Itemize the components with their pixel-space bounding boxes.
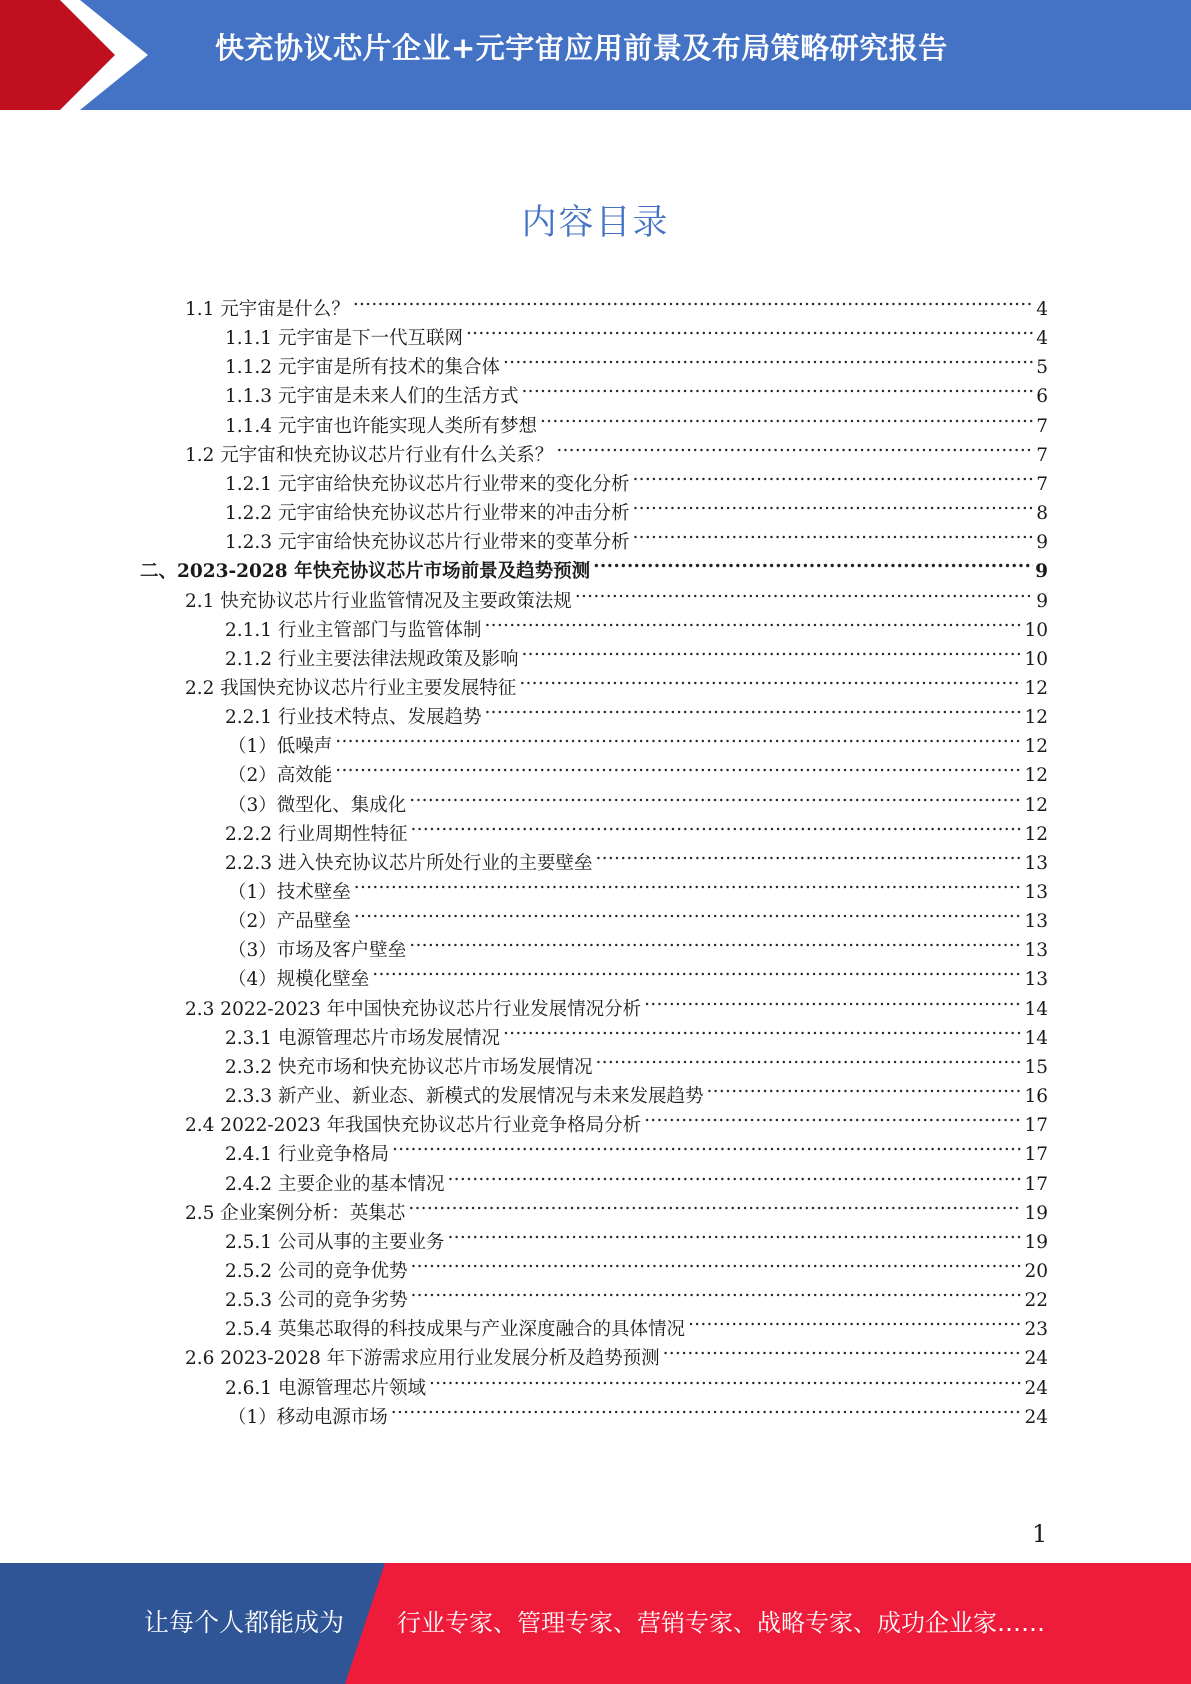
toc-entry[interactable] <box>225 1247 1048 1282</box>
toc-entry-label: 2.5 企业案例分析：英集芯 <box>185 1203 406 1224</box>
toc-dot-leader <box>429 1364 1022 1394</box>
toc-entry-label: 1.1 元宇宙是什么？ <box>185 299 350 320</box>
toc-entry[interactable] <box>225 606 1048 641</box>
toc-entry[interactable] <box>225 1130 1048 1165</box>
toc-entry[interactable] <box>185 577 1048 612</box>
toc-dot-leader <box>706 1072 1022 1102</box>
toc-entry-page: 12 <box>1024 765 1048 786</box>
toc-dot-leader <box>688 1305 1022 1335</box>
toc-entry[interactable] <box>225 1218 1048 1253</box>
toc-dot-leader <box>519 664 1022 694</box>
toc-dot-leader <box>632 518 1034 548</box>
toc-entry[interactable] <box>225 372 1048 407</box>
toc-entry-label: （1）低噪声 <box>228 736 333 757</box>
toc-dot-leader <box>503 343 1034 373</box>
toc-entry[interactable] <box>225 460 1048 495</box>
toc-entry-page: 7 <box>1036 416 1048 437</box>
toc-entry-page: 4 <box>1036 299 1048 320</box>
report-title: 快充协议芯片企业+元宇宙应用前景及布局策略研究报告 <box>215 31 948 65</box>
toc-entry-page: 24 <box>1024 1348 1048 1369</box>
toc-entry-label: 2.5.1 公司从事的主要业务 <box>225 1232 445 1253</box>
toc-entry-page: 12 <box>1024 736 1048 757</box>
toc-dot-leader <box>392 1130 1022 1160</box>
toc-entry-page: 6 <box>1036 386 1048 407</box>
toc-entry[interactable] <box>225 839 1048 874</box>
toc-entry[interactable] <box>225 343 1048 378</box>
toc-entry-label: 2.6.1 电源管理芯片领域 <box>225 1378 426 1399</box>
toc-entry-label: 2.1 快充协议芯片行业监管情况及主要政策法规 <box>185 591 572 612</box>
toc-entry[interactable] <box>185 664 1048 699</box>
toc-entry[interactable] <box>225 1305 1048 1340</box>
toc-entry[interactable] <box>225 810 1048 845</box>
toc-entry-page: 14 <box>1024 1028 1048 1049</box>
toc-entry-page: 20 <box>1024 1261 1048 1282</box>
toc-dot-leader <box>409 781 1022 811</box>
toc-entry-label: （1）移动电源市场 <box>228 1407 388 1428</box>
toc-entry-label: 2.5.3 公司的竞争劣势 <box>225 1290 408 1311</box>
toc-entry-page: 10 <box>1024 620 1048 641</box>
toc-dot-leader <box>575 577 1034 607</box>
toc-entry[interactable] <box>225 635 1048 670</box>
toc-entry[interactable] <box>228 955 1048 990</box>
toc-entry-label: 2.2.1 行业技术特点、发展趋势 <box>225 707 482 728</box>
toc-entry-page: 12 <box>1024 795 1048 816</box>
toc-entry-label: 2.1.2 行业主要法律法规政策及影响 <box>225 649 519 670</box>
toc-entry-page: 7 <box>1036 474 1048 495</box>
toc-entry-page: 5 <box>1036 357 1048 378</box>
toc-entry-page: 7 <box>1036 445 1048 466</box>
toc-entry-page: 14 <box>1024 999 1048 1020</box>
toc-dot-leader <box>466 314 1034 344</box>
toc-entry-page: 24 <box>1024 1378 1048 1399</box>
toc-entry-label: 2.6 2023-2028 年下游需求应用行业发展分析及趋势预测 <box>185 1348 660 1369</box>
toc-dot-leader <box>447 1218 1022 1248</box>
toc-entry-label: 2.3.2 快充市场和快充协议芯片市场发展情况 <box>225 1057 593 1078</box>
toc-entry-label: 2.3.3 新产业、新业态、新模式的发展情况与未来发展趋势 <box>225 1086 704 1107</box>
toc-entry-label: 2.1.1 行业主管部门与监管体制 <box>225 620 482 641</box>
toc-entry-label: 2.5.4 英集芯取得的科技成果与产业深度融合的具体情况 <box>225 1319 685 1340</box>
toc-dot-leader <box>354 868 1023 898</box>
footer-slogan-right: 行业专家、管理专家、营销专家、战略专家、成功企业家…… <box>397 1609 1045 1637</box>
toc-entry-label: （3）市场及客户壁垒 <box>228 940 407 961</box>
toc-dot-leader <box>663 1334 1023 1364</box>
toc-entry-label: （1）技术壁垒 <box>228 882 351 903</box>
toc-entry-page: 17 <box>1024 1144 1048 1165</box>
toc-entry[interactable] <box>228 868 1048 903</box>
toc-entry[interactable] <box>185 285 1048 320</box>
toc-entry-page: 12 <box>1024 707 1048 728</box>
toc-dot-leader <box>644 1101 1022 1131</box>
toc-entry[interactable] <box>225 518 1048 553</box>
toc-entry[interactable] <box>185 1189 1048 1224</box>
toc-entry-page: 9 <box>1036 591 1048 612</box>
toc-entry-page: 13 <box>1024 969 1048 990</box>
toc-dot-leader <box>447 1160 1022 1190</box>
toc-entry-page: 22 <box>1024 1290 1048 1311</box>
toc-dot-leader <box>484 606 1022 636</box>
toc-entry[interactable] <box>228 897 1048 932</box>
toc-dot-leader <box>410 810 1022 840</box>
toc-entry-page: 13 <box>1024 882 1048 903</box>
toc-dot-leader <box>335 751 1022 781</box>
toc-entry-label: 1.2.2 元宇宙给快充协议芯片行业带来的冲击分析 <box>225 503 630 524</box>
toc-dot-leader <box>503 1014 1022 1044</box>
toc-entry-label: 1.1.2 元宇宙是所有技术的集合体 <box>225 357 500 378</box>
toc-entry[interactable] <box>225 402 1048 437</box>
toc-heading: 内容目录 <box>521 203 670 243</box>
toc-entry[interactable] <box>228 926 1048 961</box>
toc-dot-leader <box>408 1189 1022 1219</box>
footer-slogan-left: 让每个人都能成为 <box>144 1608 345 1637</box>
toc-entry[interactable] <box>228 722 1048 757</box>
toc-entry[interactable] <box>225 1072 1048 1107</box>
toc-entry-label: 2.4 2022-2023 年我国快充协议芯片行业竞争格局分析 <box>185 1115 642 1136</box>
toc-entry-page: 13 <box>1024 940 1048 961</box>
toc-entry-page: 15 <box>1024 1057 1048 1078</box>
toc-entry-page: 19 <box>1024 1203 1048 1224</box>
toc-entry-label: 1.1.1 元宇宙是下一代互联网 <box>225 328 463 349</box>
toc-entry-page: 8 <box>1036 503 1048 524</box>
toc-entry-label: （2）产品壁垒 <box>228 911 351 932</box>
toc-entry-label: 1.1.4 元宇宙也许能实现人类所有梦想 <box>225 416 537 437</box>
toc-entry[interactable] <box>228 781 1048 816</box>
toc-dot-leader <box>484 693 1022 723</box>
toc-entry-label: 2.2 我国快充协议芯片行业主要发展特征 <box>185 678 517 699</box>
toc-entry-label: 1.2.3 元宇宙给快充协议芯片行业带来的变革分析 <box>225 532 630 553</box>
toc-entry-page: 13 <box>1024 911 1048 932</box>
toc-entry[interactable] <box>225 1043 1048 1078</box>
toc-dot-leader <box>540 402 1034 432</box>
toc-entry-page: 9 <box>1036 532 1048 553</box>
toc-dot-leader <box>632 460 1034 490</box>
toc-entry[interactable] <box>185 985 1048 1020</box>
toc-entry-page: 10 <box>1024 649 1048 670</box>
toc-entry-label: 1.1.3 元宇宙是未来人们的生活方式 <box>225 386 519 407</box>
page-number: 1 <box>1032 1520 1048 1548</box>
toc-entry-label: 2.2.2 行业周期性特征 <box>225 824 408 845</box>
toc-entry[interactable] <box>225 1364 1048 1399</box>
toc-entry-label: （3）微型化、集成化 <box>228 795 407 816</box>
toc-entry-label: 1.2.1 元宇宙给快充协议芯片行业带来的变化分析 <box>225 474 630 495</box>
toc-dot-leader <box>556 431 1034 461</box>
toc-entry-page: 17 <box>1024 1115 1048 1136</box>
toc-entry[interactable] <box>225 314 1048 349</box>
toc-entry-label: 2.3.1 电源管理芯片市场发展情况 <box>225 1028 500 1049</box>
toc-dot-leader <box>521 372 1034 402</box>
toc-entry[interactable] <box>225 489 1048 524</box>
toc-entry-label: 2.2.3 进入快充协议芯片所处行业的主要壁垒 <box>225 853 593 874</box>
toc-dot-leader <box>409 926 1022 956</box>
toc-dot-leader <box>354 897 1023 927</box>
header-arrow-decoration <box>0 0 160 110</box>
toc-dot-leader <box>391 1393 1023 1423</box>
toc-entry-page: 12 <box>1024 824 1048 845</box>
toc-entry[interactable] <box>185 431 1048 466</box>
toc-dot-leader <box>593 547 1033 577</box>
toc-dot-leader <box>410 1276 1022 1306</box>
toc-entry-label: （2）高效能 <box>228 765 333 786</box>
toc-dot-leader <box>595 839 1022 869</box>
toc-dot-leader <box>521 635 1022 665</box>
toc-entry-page: 17 <box>1024 1174 1048 1195</box>
toc-entry-label: 2.5.2 公司的竞争优势 <box>225 1261 408 1282</box>
toc-entry-page: 12 <box>1024 678 1048 699</box>
toc-entry-page: 23 <box>1024 1319 1048 1340</box>
toc-dot-leader <box>632 489 1034 519</box>
toc-entry-label: 2.4.1 行业竞争格局 <box>225 1144 389 1165</box>
toc-entry-page: 24 <box>1024 1407 1048 1428</box>
toc-dot-leader <box>410 1247 1022 1277</box>
toc-entry[interactable] <box>225 1014 1048 1049</box>
toc-entry-page: 16 <box>1024 1086 1048 1107</box>
toc-entry-label: 二、2023-2028 年快充协议芯片市场前景及趋势预测 <box>140 561 591 582</box>
toc-entry[interactable] <box>225 1160 1048 1195</box>
toc-entry[interactable] <box>185 1334 1048 1369</box>
toc-entry-label: （4）规模化壁垒 <box>228 969 370 990</box>
toc-entry[interactable] <box>228 751 1048 786</box>
toc-dot-leader <box>353 285 1034 315</box>
header-banner <box>0 0 1191 110</box>
toc-entry[interactable] <box>225 693 1048 728</box>
toc-entry-page: 13 <box>1024 853 1048 874</box>
toc-entry-label: 2.4.2 主要企业的基本情况 <box>225 1174 445 1195</box>
footer-banner <box>0 1563 1191 1684</box>
toc-dot-leader <box>644 985 1022 1015</box>
toc-entry[interactable] <box>228 1393 1048 1428</box>
toc-entry[interactable] <box>225 1276 1048 1311</box>
toc-dot-leader <box>335 722 1022 752</box>
toc-entry[interactable] <box>185 1101 1048 1136</box>
toc-dot-leader <box>372 955 1022 985</box>
toc-entry-page: 9 <box>1035 561 1048 582</box>
toc-entry-label: 2.3 2022-2023 年中国快充协议芯片行业发展情况分析 <box>185 999 642 1020</box>
toc-entry-label: 1.2 元宇宙和快充协议芯片行业有什么关系？ <box>185 445 554 466</box>
toc-entry[interactable] <box>140 547 1048 582</box>
toc-entry-page: 4 <box>1036 328 1048 349</box>
toc-dot-leader <box>595 1043 1022 1073</box>
toc-entry-page: 19 <box>1024 1232 1048 1253</box>
